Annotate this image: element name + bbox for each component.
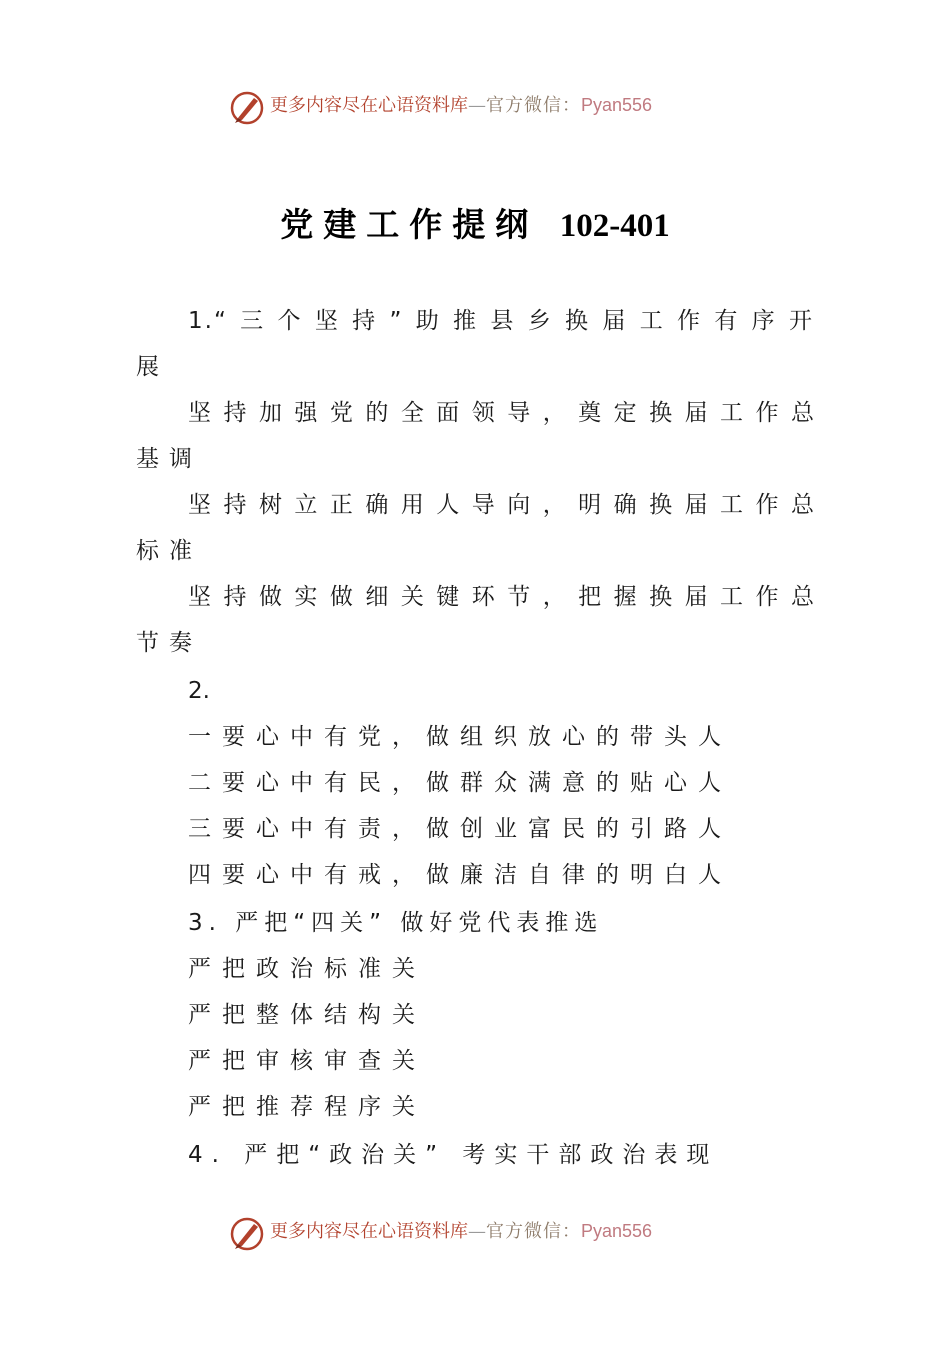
pen-logo-icon — [228, 1214, 266, 1252]
banner-wechat-id: Pyan556 — [581, 1221, 653, 1241]
body-line: 严把政治标准关 — [188, 956, 426, 982]
page-title — [0, 202, 950, 249]
body-line: 标准 — [136, 538, 202, 564]
body-line: 坚持加强党的全面领导，奠定换届工作总 — [188, 400, 814, 426]
banner-library-name: 更多内容尽在心语资料库 — [270, 95, 468, 116]
body-line: 严把推荐程序关 — [188, 1094, 426, 1120]
header-banner-text — [270, 92, 652, 119]
body-line: 三要心中有责，做创业富民的引路人 — [188, 816, 732, 842]
body-line: 基调 — [136, 446, 202, 472]
banner-wechat-label: 官方微信： — [486, 1221, 581, 1242]
section-heading-1-continued: 展 — [136, 354, 159, 380]
footer-banner-text — [270, 1218, 652, 1245]
banner-dash: — — [468, 1221, 486, 1242]
body-line: 二要心中有民，做群众满意的贴心人 — [188, 770, 732, 796]
banner-dash: — — [468, 95, 486, 116]
body-line: 节奏 — [136, 630, 202, 656]
body-line: 坚持树立正确用人导向，明确换届工作总 — [188, 492, 814, 518]
banner-wechat-label: 官方微信： — [486, 95, 581, 116]
section-heading-2: 2. — [188, 678, 210, 704]
banner-wechat-id: Pyan556 — [581, 95, 653, 115]
body-line: 严把整体结构关 — [188, 1002, 426, 1028]
footer-banner — [0, 1210, 950, 1254]
body-line: 四要心中有戒，做廉洁自律的明白人 — [188, 862, 732, 888]
section-heading-4: 4. 严把“政治关” 考实干部政治表现 — [188, 1142, 719, 1168]
body-line: 一要心中有党，做组织放心的带头人 — [188, 724, 732, 750]
section-heading-3: 3. 严把“四关” 做好党代表推选 — [188, 910, 604, 936]
title-number: 102-401 — [559, 208, 670, 244]
header-banner — [0, 84, 950, 128]
body-line: 坚持做实做细关键环节，把握换届工作总 — [188, 584, 814, 610]
body-line: 严把审核审查关 — [188, 1048, 426, 1074]
title-text: 党建工作提纲 — [280, 205, 539, 244]
banner-library-name: 更多内容尽在心语资料库 — [270, 1221, 468, 1242]
section-heading-1: 1.“三个坚持”助推县乡换届工作有序开 — [188, 308, 814, 334]
pen-logo-icon — [228, 88, 266, 126]
